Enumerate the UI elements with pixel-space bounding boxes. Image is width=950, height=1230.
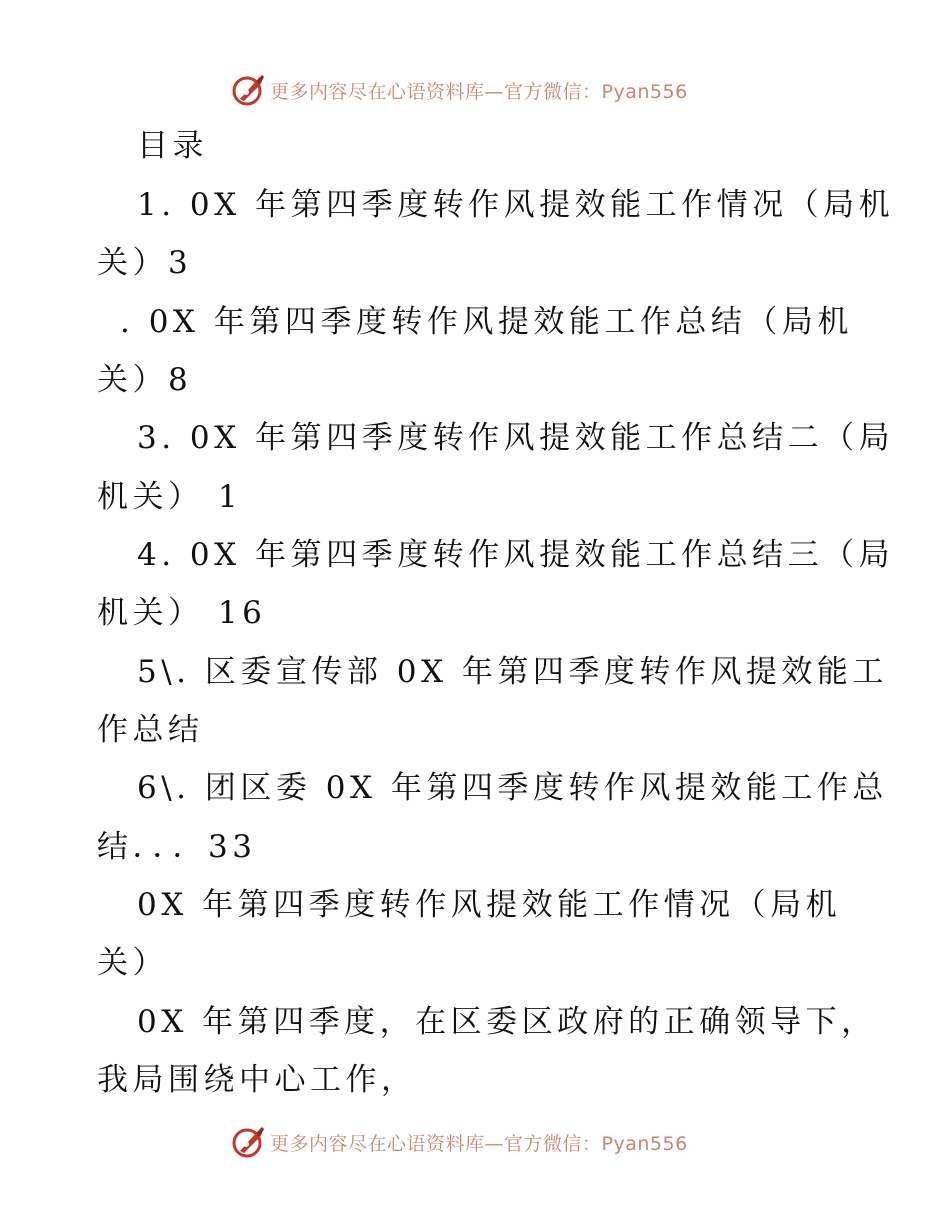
wechat-id: Pyan556	[601, 1132, 688, 1155]
toc-title: 目录	[137, 128, 208, 164]
pen-logo-icon	[232, 1125, 266, 1159]
toc-line: 6\. 团区委 0X 年第四季度转作风提效能工作总	[137, 770, 888, 806]
toc-line: 关）8	[97, 362, 193, 398]
toc-line: . 0X 年第四季度转作风提效能工作总结（局机	[120, 304, 853, 340]
watermark-text: 更多内容尽在心语资料库—官方微信：Pyan556	[270, 80, 688, 103]
wechat-id: Pyan556	[601, 80, 688, 103]
toc-line: 4. 0X 年第四季度转作风提效能工作总结三（局	[137, 537, 895, 573]
body-paragraph: 我局围绕中心工作，	[97, 1062, 417, 1098]
toc-line: 作总结	[97, 712, 204, 748]
toc-line: 3. 0X 年第四季度转作风提效能工作总结二（局	[137, 420, 895, 456]
section-heading: 0X 年第四季度转作风提效能工作情况（局机	[137, 887, 842, 923]
toc-line: 5\. 区委宣传部 0X 年第四季度转作风提效能工	[137, 654, 888, 690]
toc-line: 机关） 16	[97, 595, 267, 631]
toc-line: 关）3	[97, 245, 193, 281]
body-paragraph: 0X 年第四季度，在区委区政府的正确领导下，	[137, 1004, 877, 1040]
section-heading: 关）	[97, 945, 168, 981]
footer-watermark	[0, 1122, 950, 1162]
toc-line: 1. 0X 年第四季度转作风提效能工作情况（局机	[137, 187, 895, 223]
toc-line: 机关） 1	[97, 479, 243, 515]
watermark-text: 更多内容尽在心语资料库—官方微信：Pyan556	[270, 1132, 688, 1155]
toc-line: 结．．．33	[97, 829, 257, 865]
